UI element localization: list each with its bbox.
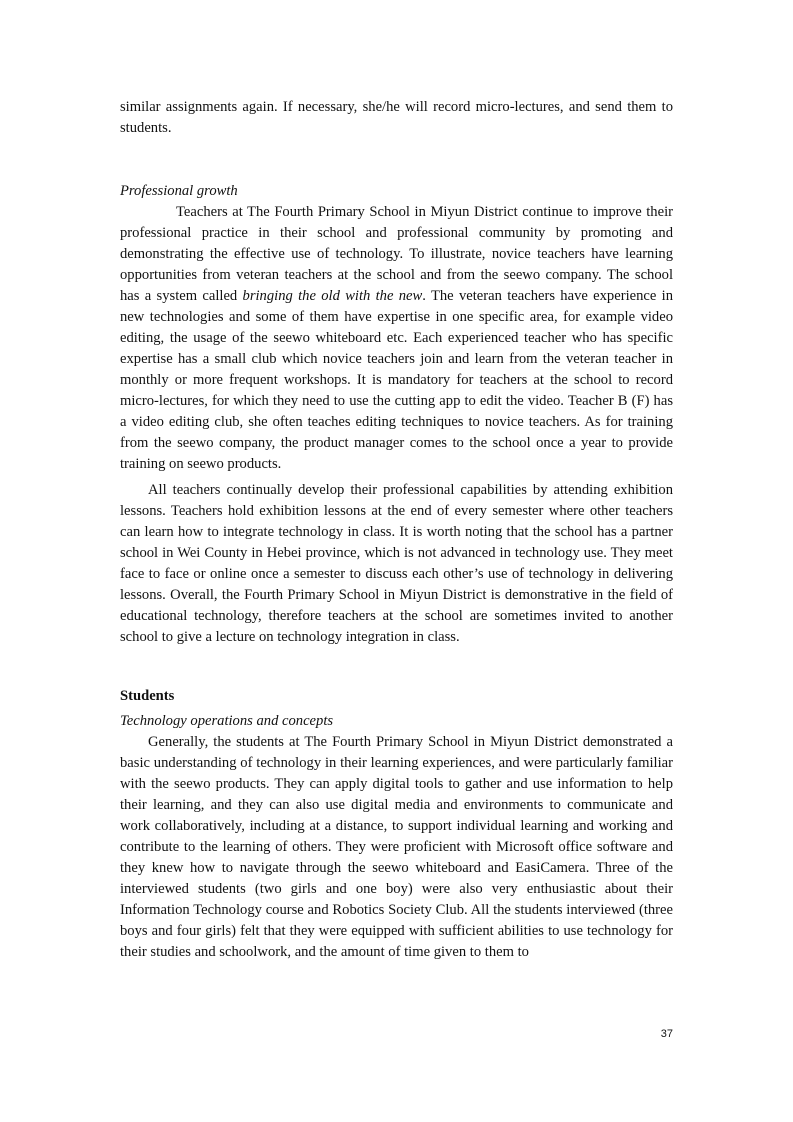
students-heading: Students — [120, 688, 175, 704]
professional-growth-paragraph-2: All teachers continually develop their professional capabilities by attending exhibition lessons. Teachers hold exhibition lessons at the end of every semester where other teachers can learn how to integrate technology in class. It is worth noting that the school has a partner school in Wei County in Hebei province, which is not advanced in technology use. They meet face to face or online once a semester to discuss each other’s use of technology in delivering lessons. Overall, the Fourth Primary School in Miyun District is demonstrative in the field of educational technology, therefore teachers at the school are sometimes invited to another school to give a lecture on technology integration in class. — [120, 482, 673, 645]
spacer — [120, 139, 673, 181]
paragraph-text: Teachers at The Fourth Primary School in Miyun District continue to improve their professional practice in their school and professional community by promoting and demonstrating the effective use of technology. To illustrate, novice teachers have learning opportunities from veteran teachers at the school and from the seewo company. The school has a system called — [120, 204, 673, 304]
students-paragraph-1: Generally, the students at The Fourth Primary School in Miyun District demonstrated a basic understanding of technology in their learning experiences, and were particularly familiar with the seewo products. They can apply digital tools to gather and use information to help their learning, and they can also use digital media and environments to communicate and work collaboratively, including at a distance, to support individual learning and working and contribute to the learning of others. They were proficient with Microsoft office software and they knew how to navigate through the seewo whiteboard and EasiCamera. Three of the interviewed students (two girls and one boy) were also very enthusiastic about their Information Technology course and Robotics Society Club. All the students interviewed (three boys and four girls) felt that they were equipped with sufficient abilities to use technology for their studies and schoolwork, and the amount of time given to them to — [120, 734, 673, 960]
italic-phrase: bringing the old with the new — [242, 288, 423, 304]
document-page — [120, 97, 673, 963]
paragraph-text: . The veteran teachers have experience in new technologies and some of them have expertise in one specific area, for example video editing, the usage of the seewo whiteboard etc. Each experienced teacher who has specific expertise has a small club which novice teachers join and learn from the veteran teacher in monthly or more frequent workshops. It is mandatory for teachers at the school to record micro-lectures, for which they need to use the cutting app to edit the video. Teacher B (F) has a video editing club, she often teaches editing techniques to novice teachers. As for training from the seewo company, the product manager comes to the school once a year to provide training on seewo products. — [120, 288, 674, 472]
professional-growth-heading: Professional growth — [120, 183, 238, 199]
page-number: 37 — [660, 1028, 673, 1040]
technology-operations-heading: Technology operations and concepts — [120, 713, 334, 729]
professional-growth-paragraph-1 — [120, 202, 673, 475]
spacer — [120, 648, 673, 686]
intro-paragraph: similar assignments again. If necessary, she/he will record micro-lectures, and send them to students. — [120, 99, 673, 136]
